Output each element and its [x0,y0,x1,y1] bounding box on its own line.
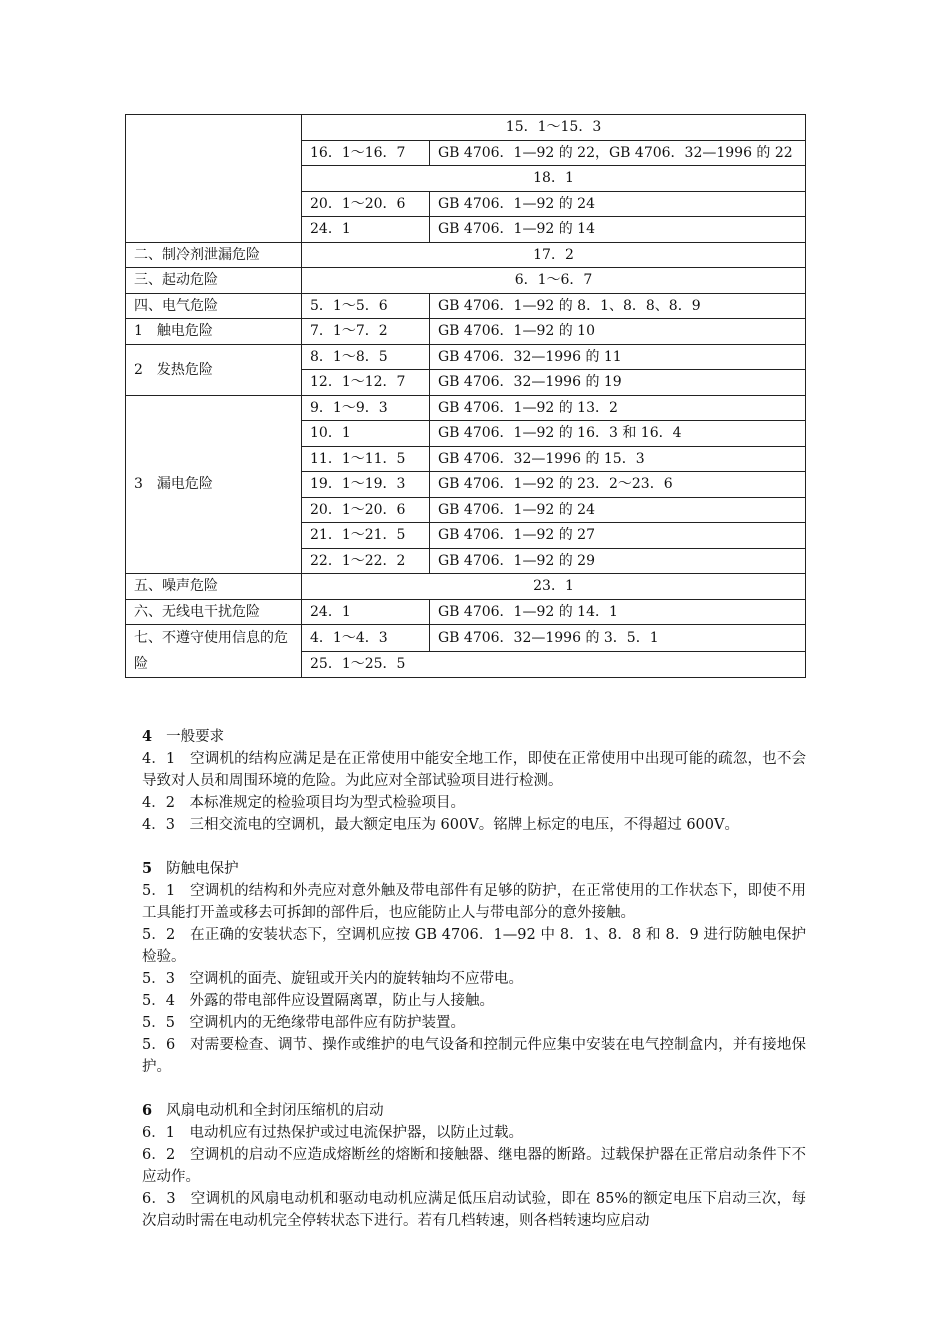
section-title: 防触电保护 [166,861,239,877]
paragraph: 6．2 空调机的启动不应造成熔断丝的熔断和接触器、继电器的断路。过载保护器在正常启动条件下不应动作。 [142,1147,806,1185]
table-cell: 17．2 [302,242,806,268]
table-cell-category: 2 发热危险 [126,344,302,395]
table-cell: 8．1～8．5 [302,344,430,370]
table-row [126,293,806,319]
table-cell: GB 4706．32—1996 的 11 [430,344,806,370]
paragraph: 5．1 空调机的结构和外壳应对意外触及带电部件有足够的防护，在正常使用的工作状态下，即使不用工具能打开盖或移去可拆卸的部件后，也应能防止人与带电部分的意外接触。 [142,883,806,921]
table-cell: 9．1～9．3 [302,395,430,421]
table-cell: GB 4706．1—92 的 24 [430,497,806,523]
table-cell: 12．1～12．7 [302,370,430,396]
spacer [142,1078,806,1100]
paragraph: 4．1 空调机的结构应满足是在正常使用中能安全地工作，即使在正常使用中出现可能的疏忽，也不会导致对人员和周围环境的危险。为此应对全部试验项目进行检测。 [142,751,806,789]
table-cell: 25．1～25．5 [302,651,806,678]
table-cell: 18．1 [302,166,806,192]
table-cell: 19．1～19．3 [302,472,430,498]
table-row [126,395,806,421]
table-row [126,242,806,268]
paragraph: 5．4 外露的带电部件应设置隔离罩，防止与人接触。 [142,993,494,1009]
table-cell: 6．1～6．7 [302,268,806,294]
table-cell-category: 二、制冷剂泄漏危险 [126,242,302,268]
table-cell: GB 4706．1—92 的 23．2～23．6 [430,472,806,498]
table-cell: GB 4706．32—1996 的 15．3 [430,446,806,472]
paragraph: 6．1 电动机应有过热保护或过电流保护器，以防止过载。 [142,1125,523,1141]
table-cell: GB 4706．32—1996 的 19 [430,370,806,396]
table-cell-category: 三、起动危险 [126,268,302,294]
spacer [142,836,806,858]
table-cell: 24．1 [302,599,430,625]
paragraph: 5．2 在正确的安装状态下，空调机应按 GB 4706．1—92 中 8．1、8．8 和 8．9 进行防触电保护检验。 [142,927,806,965]
paragraph: 4．2 本标准规定的检验项目均为型式检验项目。 [142,795,465,811]
table-cell: GB 4706．1—92 的 14．1 [430,599,806,625]
table-cell: GB 4706．1—92 的 10 [430,319,806,345]
table-cell-category: 五、噪声危险 [126,574,302,600]
table-cell: GB 4706．1—92 的 24 [430,191,806,217]
table-cell: GB 4706．1—92 的 13．2 [430,395,806,421]
section-title: 一般要求 [166,729,225,745]
paragraph: 5．6 对需要检查、调节、操作或维护的电气设备和控制元件应集中安装在电气控制盒内，并有接地保护。 [142,1037,806,1075]
paragraph: 6．3 空调机的风扇电动机和驱动电动机应满足低压启动试验，即在 85%的额定电压下启动三次，每次启动时需在电动机完全停转状态下进行。若有几档转速，则各档转速均应启动 [142,1191,806,1229]
table-cell-category: 3 漏电危险 [126,395,302,574]
table-cell: 16．1～16．7 [302,140,430,166]
table-cell: 21．1～21．5 [302,523,430,549]
section-heading [142,1100,806,1122]
table-row [126,574,806,600]
table-cell: GB 4706．1—92 的 14 [430,217,806,243]
paragraph: 4．3 三相交流电的空调机，最大额定电压为 600V。铭牌上标定的电压，不得超过 600V。 [142,817,739,833]
table-cell: 7．1～7．2 [302,319,430,345]
inspection-items-table [125,114,806,678]
table-cell: GB 4706．1—92 的 8．1、8．8、8．9 [430,293,806,319]
section-number: 6 [142,1102,153,1119]
section-heading [142,858,806,880]
table-cell: GB 4706．1—92 的 27 [430,523,806,549]
table-cell: GB 4706．1—92 的 29 [430,548,806,574]
table-cell-empty [126,115,302,243]
table-cell: 23．1 [302,574,806,600]
table-row [126,625,806,652]
table-cell: GB 4706．32—1996 的 3．5．1 [430,625,806,652]
paragraph: 5．5 空调机内的无绝缘带电部件应有防护装置。 [142,1015,465,1031]
table-row [126,115,806,141]
table-cell: 4．1～4．3 [302,625,430,652]
section-number: 4 [142,728,153,745]
table-cell: 11．1～11．5 [302,446,430,472]
section-heading [142,726,806,748]
table-cell-category: 六、无线电干扰危险 [126,599,302,625]
table-cell-category: 1 触电危险 [126,319,302,345]
table-cell: 10．1 [302,421,430,447]
section-title: 风扇电动机和全封闭压缩机的启动 [166,1103,384,1119]
table-cell: 5．1～5．6 [302,293,430,319]
section-number: 5 [142,860,153,877]
table-cell: 20．1～20．6 [302,191,430,217]
table-cell: GB 4706．1—92 的 16．3 和 16．4 [430,421,806,447]
table-cell: GB 4706．1—92 的 22，GB 4706．32—1996 的 22 [430,140,806,166]
table-cell-category: 四、电气危险 [126,293,302,319]
table-row [126,344,806,370]
table-cell-category: 七、不遵守使用信息的危险 [126,625,302,678]
table-cell: 22．1～22．2 [302,548,430,574]
table-cell: 20．1～20．6 [302,497,430,523]
table-cell: 15．1～15．3 [302,115,806,141]
paragraph: 5．3 空调机的面壳、旋钮或开关内的旋转轴均不应带电。 [142,971,523,987]
body-text [142,726,806,1232]
table-row [126,268,806,294]
table-row [126,599,806,625]
table-cell: 24．1 [302,217,430,243]
